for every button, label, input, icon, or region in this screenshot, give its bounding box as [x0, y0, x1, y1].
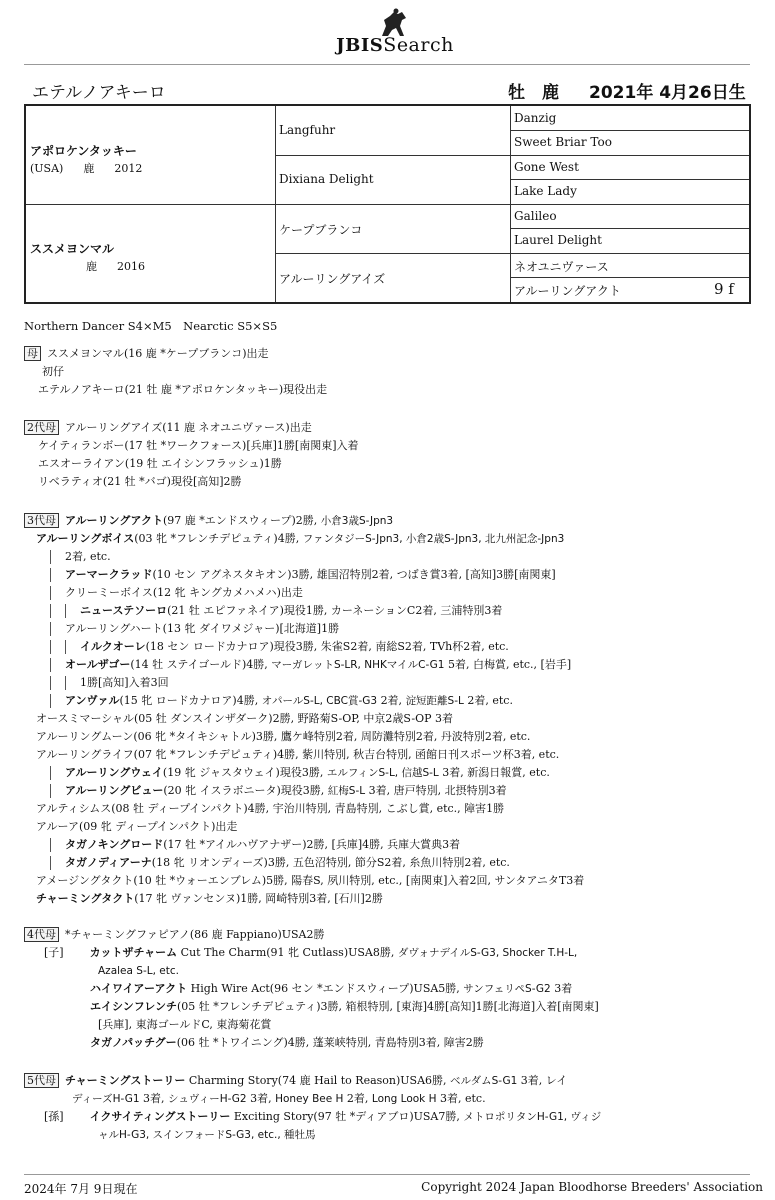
- section-tag: 4代母: [24, 927, 59, 942]
- dam-name[interactable]: ススメヨンマル: [30, 242, 115, 256]
- horse-sex-color: 牡 鹿: [508, 83, 559, 103]
- ped-g3-6[interactable]: Laurel Delight: [514, 233, 602, 247]
- ped-g3-3[interactable]: Gone West: [514, 160, 579, 174]
- ped-g3-5[interactable]: Galileo: [514, 209, 557, 223]
- ped-g2-2[interactable]: Dixiana Delight: [279, 172, 374, 186]
- ped-g3-7[interactable]: ネオユニヴァース: [514, 260, 609, 274]
- section-3rd-dam: 3代母 アルーリングアクト(97 鹿 *エンドスウィープ)2勝, 小倉3歳S-Jpn3 アルーリングボイス(03 牝 *フレンチデピュティ)4勝, ファンタジーS-Jpn3, 小倉2歳S-Jpn3, 北九州記念-Jpn3 2着, etc. アーマークラッド(10 セン アグネスタキオン)3勝, 雄国沼特別2着, つばき賞3着, [高知]3勝[南関東] クリーミーボイス(12 牝 キングカメハメハ)出走 ニューステソーロ(21 牡 エピファネイア)現役1勝, カーネーションC2着, 三浦特別3着 アルーリングハート(13 牝 ダイワメジャー)[北海道]1勝 イルクオーレ(18 セン ロードカナロア)現役3勝, 朱雀S2着, 南総S2着, TVh杯2着, etc. オールザゴー(14 牡 ステイゴールド)4勝, マーガレットS-LR, NHKマイルC-G1 5着, 白梅賞, etc., [岩手] 1勝[高知]入着3回 アンヴァル(15 牝 ロードカナロア)4勝, オパールS-L, CBC賞-G3 2着, 淀短距離S-L 2着, etc. オースミマーシャル(05 牡 ダンスインザダーク)2勝, 野路菊S-OP, 中京2歳S-OP 3着 アルーリングムーン(06 牝 *タイキシャトル)3勝, 鷹ケ峰特別2着, 周防灘特別2着, 丹波特別2着, etc. アルーリングライフ(07 牝 *フレンチデピュティ)4勝, 紫川特別, 秋吉台特別, 函館日刊スポーツ杯3着, etc. アルーリングウェイ(19 牝 ジャスタウェイ)現役3勝, エルフィンS-L, 信越S-L 3着, 新潟日報賞, etc. アルーリングビュー(20 牝 イスラボニータ)現役3勝, 紅梅S-L 3着, 唐戸特別, 北摂特別3着 アルティシムス(08 牡 ディープインパクト)4勝, 宇治川特別, 青島特別, こぶし賞, etc., 障害1勝 アルーア(09 牝 ディープインパクト)出走 タガノキングロード(17 牡 *アイルハヴアナザー)2勝, [兵庫]4勝, 兵庫大賞典3着 タガノディアーナ(18 牝 リオンディーズ)3勝, 五色沼特別, 節分S2着, 糸魚川特別2着, etc. アメージングタクト(10 牡 *ウォーエンブレム)5勝, 陽春S, 夙川特別, etc., [南関東]入着2回, サンタアニタT3着 チャーミングタクト(17 牝 ヴァンセンヌ)1勝, 岡崎特別3着, [石川]2勝: [24, 512, 764, 908]
- logo-jbis-text: JBIS: [336, 35, 384, 56]
- ped-g3-2[interactable]: Sweet Briar Too: [514, 135, 612, 149]
- ped-g3-1[interactable]: Danzig: [514, 111, 557, 125]
- ped-g2-4[interactable]: アルーリングアイズ: [279, 272, 386, 286]
- ped-g2-3[interactable]: ケープブランコ: [279, 223, 363, 237]
- section-4th-dam: 4代母 *チャーミングファピアノ(86 鹿 Fappiano)USA2勝 [子] カットザチャーム Cut The Charm(91 牝 Cutlass)USA8勝, ダヴォナデイルS-G3, Shocker T.H-L, Azalea S-L, etc. ハイワイアーアクト High Wire Act(96 セン *エンドスウィープ)USA5勝, サンフェリペS-G2 3着 エイシンフレンチ(05 牡 *フレンチデピュティ)3勝, 箱根特別, [東海]4勝[高知]1勝[北海道]入着[南関東] [兵庫], 東海ゴールドC, 東海菊花賞 タガノパッチグー(06 牡 *トワイニング)4勝, 蓬莱峡特別, 青島特別3着, 障害2勝: [24, 926, 764, 1052]
- jbis-logo[interactable]: [325, 6, 465, 56]
- logo-search-text: Search: [383, 34, 454, 56]
- ped-g3-8[interactable]: アルーリングアクト: [514, 284, 621, 298]
- section-tag: 3代母: [24, 513, 59, 528]
- section-tag: 母: [24, 346, 41, 361]
- horse-header: [24, 76, 750, 106]
- inbreeding-info: Northern Dancer S4×M5 Nearctic S5×S5: [24, 319, 278, 333]
- pedigree-table: [24, 104, 751, 304]
- section-tag: 2代母: [24, 420, 59, 435]
- horse-name: エテルノアキーロ: [32, 83, 166, 103]
- family-number: 9 f: [714, 280, 734, 298]
- ped-g2-1[interactable]: Langfuhr: [279, 123, 336, 137]
- section-dam: 母 ススメヨンマル(16 鹿 *ケープブランコ)出走 初仔 エテルノアキーロ(21 牡 鹿 *アポロケンタッキー)現役出走: [24, 345, 764, 399]
- section-2nd-dam: 2代母 アルーリングアイズ(11 鹿 ネオユニヴァース)出走 ケイティランボー(17 牡 *ワークフォース)[兵庫]1勝[南関東]入着 エスオーライアン(19 牡 エイシンフラッシュ)1勝 リベラティオ(21 牡 *バゴ)現役[高知]2勝: [24, 419, 764, 491]
- as-of-date: 2024年 7月 9日現在: [24, 1182, 138, 1196]
- section-tag: 5代母: [24, 1073, 59, 1088]
- horse-birthdate: 2021年 4月26日生: [589, 83, 746, 103]
- top-divider: [24, 64, 750, 65]
- copyright: Copyright 2024 Japan Bloodhorse Breeders' Association: [421, 1180, 763, 1194]
- dam-cell: ススメヨンマル 鹿 2016: [30, 240, 270, 274]
- section-5th-dam: 5代母 チャーミングストーリー Charming Story(74 鹿 Hail to Reason)USA6勝, ベルダムS-G1 3着, レイ ディーズH-G1 3着, シュヴィーH-G2 3着, Honey Bee H 2着, Long Look H 3着, etc. [孫] イクサイティングストーリー Exciting Story(97 牡 *ディアブロ)USA7勝, メトロポリタンH-G1, ヴィジ ャルH-G3, スインフォードS-G3, etc., 種牡馬: [24, 1072, 764, 1144]
- sire-cell: アポロケンタッキー (USA) 鹿 2012: [30, 142, 270, 176]
- ped-g3-4[interactable]: Lake Lady: [514, 184, 577, 198]
- bottom-divider: [24, 1174, 750, 1175]
- sire-name[interactable]: アポロケンタッキー: [30, 144, 137, 158]
